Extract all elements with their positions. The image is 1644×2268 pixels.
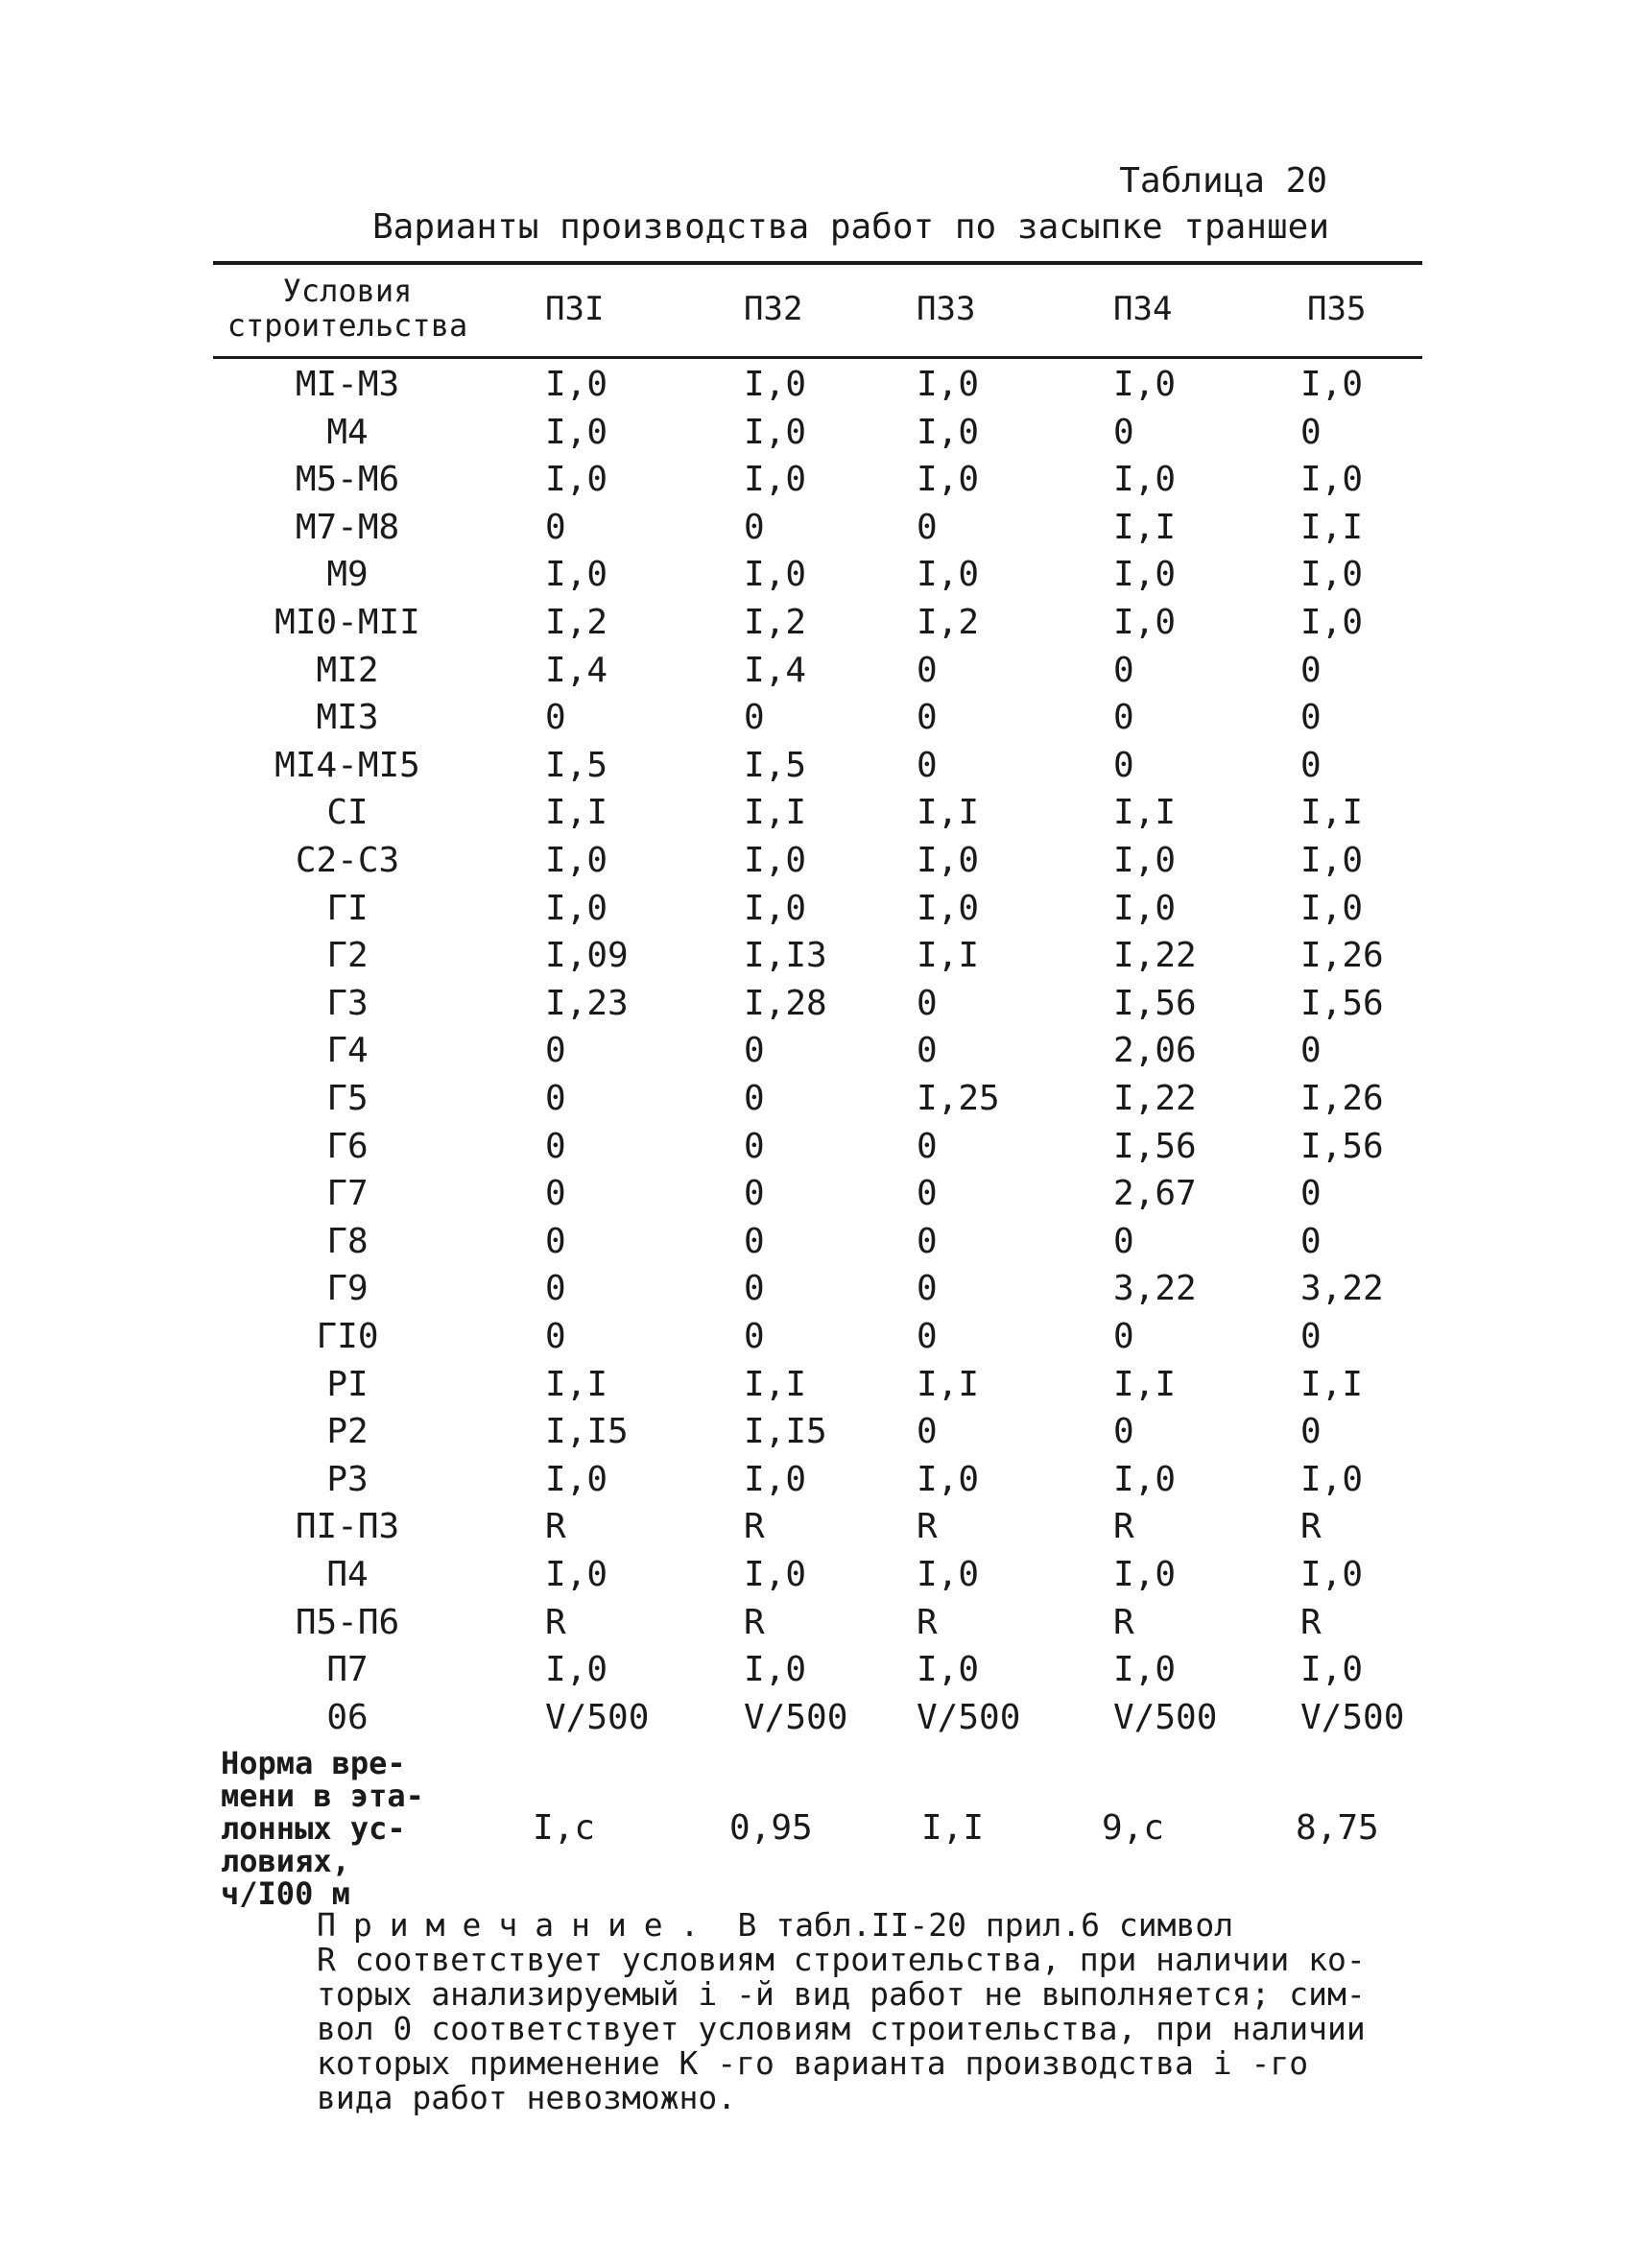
row-value: 0 — [744, 1221, 765, 1261]
row-condition: ПI-П3 — [295, 1507, 400, 1547]
row-value: I,0 — [744, 365, 807, 404]
row-value: V/500 — [1113, 1697, 1218, 1737]
row-value: 0 — [545, 1221, 566, 1261]
row-condition: 06 — [326, 1697, 369, 1737]
row-value: R — [545, 1507, 566, 1547]
row-value: I,0 — [1300, 603, 1364, 642]
row-value: I,0 — [1113, 460, 1177, 500]
note-line-6: вида работ невозможно. — [317, 2079, 737, 2116]
row-value: I,0 — [545, 412, 608, 452]
row-value: 0 — [1113, 745, 1134, 785]
row-value: R — [1113, 1507, 1134, 1547]
row-value: 0 — [545, 507, 566, 547]
note-line-text: В табл.II-20 прил.6 символ — [737, 1906, 1234, 1944]
norm-label-line: ловиях, — [221, 1843, 350, 1879]
row-value: 0 — [744, 1079, 765, 1118]
row-value: I,0 — [1113, 888, 1177, 928]
row-condition: M5-M6 — [295, 460, 400, 500]
table-row — [0, 1222, 1644, 1270]
row-value: I,25 — [917, 1079, 1000, 1118]
row-value: 0 — [917, 1031, 938, 1071]
row-value: I,0 — [917, 888, 980, 928]
row-value: I,23 — [545, 983, 629, 1023]
row-value: V/500 — [917, 1697, 1021, 1737]
row-value: I,I — [917, 936, 980, 976]
header-col-4: П34 — [1113, 290, 1173, 328]
table-row — [0, 1365, 1644, 1413]
row-condition: Г4 — [326, 1031, 369, 1071]
row-condition: MI3 — [316, 698, 379, 738]
note — [317, 1908, 1420, 2115]
row-value: 0 — [1300, 412, 1322, 452]
row-condition: П7 — [326, 1650, 369, 1690]
norm-label — [221, 1747, 461, 1910]
row-condition: MI2 — [316, 650, 379, 690]
table-row — [0, 793, 1644, 841]
table-row — [0, 1174, 1644, 1222]
row-value: 0 — [1300, 1317, 1322, 1356]
row-value: I,26 — [1300, 1079, 1384, 1118]
table-row — [0, 1079, 1644, 1127]
row-value: I,I — [917, 1364, 980, 1404]
norm-value-1: I,c — [533, 1808, 596, 1848]
row-value: I,I — [744, 1364, 807, 1404]
row-value: 0 — [917, 698, 938, 738]
row-value: I,I — [1300, 793, 1364, 833]
row-value: I,0 — [1300, 555, 1364, 595]
table-row — [0, 1507, 1644, 1555]
table-row — [0, 841, 1644, 889]
row-value: I,0 — [917, 1555, 980, 1594]
row-value: I,I — [1113, 1364, 1177, 1404]
norm-value-4: 9,c — [1102, 1808, 1165, 1848]
row-value: I,0 — [1300, 365, 1364, 404]
row-value: 0 — [1113, 698, 1134, 738]
row-value: I,0 — [744, 841, 807, 880]
row-value: I,0 — [545, 1650, 608, 1690]
row-value: I,0 — [1300, 1459, 1364, 1499]
row-value: R — [1113, 1602, 1134, 1642]
norm-label-line: ч/I00 м — [221, 1875, 350, 1912]
row-value: I,22 — [1113, 936, 1197, 976]
row-value: I,0 — [545, 365, 608, 404]
row-condition: Г9 — [326, 1269, 369, 1309]
row-value: I,I — [1113, 507, 1177, 547]
row-condition: Г8 — [326, 1221, 369, 1261]
table-row — [0, 1127, 1644, 1175]
header-rule — [213, 356, 1422, 359]
row-value: 0 — [545, 1269, 566, 1309]
row-value: I,0 — [1113, 365, 1177, 404]
row-condition: MI0-MII — [274, 603, 420, 642]
row-value: I,0 — [545, 1555, 608, 1594]
row-value: 0 — [1113, 412, 1134, 452]
row-value: I,0 — [1300, 888, 1364, 928]
row-value: 0 — [1300, 1412, 1322, 1452]
row-value: I,0 — [744, 412, 807, 452]
row-value: 0 — [744, 698, 765, 738]
row-value: 3,22 — [1113, 1269, 1197, 1309]
note-line-1 — [317, 1908, 1420, 1943]
row-value: 0 — [917, 1317, 938, 1356]
row-value: R — [1300, 1602, 1322, 1642]
row-condition: M9 — [326, 555, 369, 595]
row-value: I,26 — [1300, 936, 1384, 976]
table-title: Варианты производства работ по засыпке траншеи — [372, 207, 1329, 247]
header-col-2: П32 — [744, 290, 803, 328]
row-value: I,0 — [1113, 1459, 1177, 1499]
row-condition: П4 — [326, 1555, 369, 1594]
row-value: I,0 — [744, 1555, 807, 1594]
row-value: R — [744, 1602, 765, 1642]
row-value: 0 — [744, 507, 765, 547]
row-value: I,0 — [545, 555, 608, 595]
row-value: I,4 — [744, 650, 807, 690]
row-value: I,0 — [1113, 1555, 1177, 1594]
row-value: I,I — [545, 1364, 608, 1404]
row-value: 0 — [917, 650, 938, 690]
table-row — [0, 1555, 1644, 1603]
table-row — [0, 603, 1644, 651]
note-heading: Примечание. — [317, 1906, 717, 1944]
table-row — [0, 1031, 1644, 1079]
table-row — [0, 698, 1644, 746]
row-value: I,0 — [545, 1459, 608, 1499]
row-value: 0 — [545, 1174, 566, 1214]
row-condition: П5-П6 — [295, 1602, 400, 1642]
row-value: 0 — [1300, 1031, 1322, 1071]
row-value: I,22 — [1113, 1079, 1197, 1118]
table-row — [0, 1317, 1644, 1365]
row-value: I,0 — [1300, 1555, 1364, 1594]
row-value: 0 — [917, 745, 938, 785]
row-value: I,2 — [744, 603, 807, 642]
header-condition-line1: Условия — [282, 273, 413, 309]
row-value: 0 — [545, 698, 566, 738]
row-value: I,I5 — [744, 1412, 827, 1452]
row-value: I,56 — [1300, 1126, 1384, 1166]
row-value: 0 — [917, 1174, 938, 1214]
row-value: I,0 — [1300, 841, 1364, 880]
row-value: 0 — [744, 1174, 765, 1214]
norm-value-3: I,I — [921, 1808, 985, 1848]
row-value: 0 — [744, 1126, 765, 1166]
table-row — [0, 651, 1644, 699]
row-condition: Г7 — [326, 1174, 369, 1214]
row-value: 0 — [917, 507, 938, 547]
table-row — [0, 508, 1644, 556]
row-value: I,09 — [545, 936, 629, 976]
row-value: 2,06 — [1113, 1031, 1197, 1071]
row-value: 0 — [744, 1317, 765, 1356]
row-value: I,I — [545, 793, 608, 833]
row-condition: PI — [326, 1364, 369, 1404]
row-value: I,I — [744, 793, 807, 833]
table-row — [0, 1650, 1644, 1698]
row-value: I,I — [917, 793, 980, 833]
norm-value-5: 8,75 — [1296, 1808, 1379, 1848]
row-condition: P2 — [326, 1412, 369, 1452]
row-value: I,0 — [1300, 1650, 1364, 1690]
row-condition: Г5 — [326, 1079, 369, 1118]
row-condition: ГI0 — [316, 1317, 379, 1356]
row-value: 0 — [545, 1031, 566, 1071]
table-row — [0, 365, 1644, 413]
row-value: I,0 — [744, 555, 807, 595]
row-value: I,0 — [917, 555, 980, 595]
row-value: 0 — [917, 983, 938, 1023]
row-value: 0 — [1300, 1174, 1322, 1214]
row-value: I,0 — [1113, 603, 1177, 642]
row-value: 0 — [917, 1269, 938, 1309]
row-value: R — [744, 1507, 765, 1547]
row-value: I,0 — [545, 841, 608, 880]
row-value: I,5 — [545, 745, 608, 785]
note-line-2: R соответствует условиям строительства, при наличии ко- — [317, 1941, 1366, 1978]
table-row — [0, 1269, 1644, 1317]
table-row — [0, 984, 1644, 1032]
row-value: I,0 — [917, 1650, 980, 1690]
header-condition — [213, 274, 482, 343]
row-value: I,0 — [1113, 555, 1177, 595]
row-value: 0 — [917, 1412, 938, 1452]
row-value: 0 — [917, 1126, 938, 1166]
row-value: V/500 — [545, 1697, 650, 1737]
table-row — [0, 936, 1644, 984]
row-value: I,56 — [1113, 1126, 1197, 1166]
header-col-3: П33 — [917, 290, 976, 328]
row-condition: C2-C3 — [295, 841, 400, 880]
row-value: I,0 — [744, 1650, 807, 1690]
row-value: 0 — [1113, 1412, 1134, 1452]
row-value: 2,67 — [1113, 1174, 1197, 1214]
norm-label-line: лонных ус- — [221, 1810, 406, 1847]
row-value: I,56 — [1113, 983, 1197, 1023]
norm-label-line: мени в эта- — [221, 1778, 424, 1814]
row-value: I,0 — [917, 1459, 980, 1499]
row-value: 0 — [1113, 650, 1134, 690]
table-row — [0, 1460, 1644, 1508]
row-value: I,0 — [1300, 460, 1364, 500]
row-value: I,0 — [1113, 841, 1177, 880]
row-value: I,2 — [917, 603, 980, 642]
table-row — [0, 1412, 1644, 1460]
norm-value-2: 0,95 — [729, 1808, 813, 1848]
row-value: I,I3 — [744, 936, 827, 976]
row-value: I,0 — [545, 888, 608, 928]
row-value: R — [1300, 1507, 1322, 1547]
row-value: 0 — [917, 1221, 938, 1261]
row-value: I,0 — [744, 1459, 807, 1499]
row-value: 3,22 — [1300, 1269, 1384, 1309]
header-col-1: П3I — [545, 290, 605, 328]
norm-label-line: Норма вре- — [221, 1745, 406, 1781]
row-value: 0 — [1113, 1317, 1134, 1356]
row-value: I,0 — [917, 460, 980, 500]
row-value: I,0 — [744, 888, 807, 928]
table-number: Таблица 20 — [1119, 161, 1327, 201]
top-rule — [213, 261, 1422, 265]
table-row — [0, 1698, 1644, 1746]
note-line-5: которых применение K -го варианта производства i -го — [317, 2044, 1309, 2082]
row-condition: Г6 — [326, 1126, 369, 1166]
row-value: I,0 — [744, 460, 807, 500]
row-condition: MI-M3 — [295, 365, 400, 404]
row-value: I,0 — [917, 412, 980, 452]
table-row — [0, 746, 1644, 794]
row-value: 0 — [1300, 745, 1322, 785]
table-row — [0, 460, 1644, 508]
header-condition-line2: строительства — [226, 307, 468, 344]
note-line-4: вол 0 соответствует условиям строительства, при наличии — [317, 2010, 1366, 2047]
row-condition: ГI — [326, 888, 369, 928]
row-value: I,0 — [545, 460, 608, 500]
table-row — [0, 889, 1644, 937]
row-condition: Г3 — [326, 983, 369, 1023]
row-value: I,I5 — [545, 1412, 629, 1452]
row-condition: P3 — [326, 1459, 369, 1499]
row-value: V/500 — [744, 1697, 848, 1737]
row-value: I,2 — [545, 603, 608, 642]
row-value: R — [917, 1507, 938, 1547]
row-value: V/500 — [1300, 1697, 1405, 1737]
row-condition: MI4-MI5 — [274, 745, 420, 785]
row-value: 0 — [744, 1269, 765, 1309]
row-value: I,I — [1300, 1364, 1364, 1404]
note-line-3: торых анализируемый i -й вид работ не выполняется; сим- — [317, 1975, 1366, 2013]
table-row — [0, 413, 1644, 461]
header-col-5: П35 — [1307, 290, 1367, 328]
row-value: 0 — [1113, 1221, 1134, 1261]
row-value: I,I — [1113, 793, 1177, 833]
row-value: 0 — [545, 1079, 566, 1118]
row-value: 0 — [545, 1317, 566, 1356]
row-condition: M7-M8 — [295, 507, 400, 547]
row-value: 0 — [1300, 650, 1322, 690]
row-value: 0 — [545, 1126, 566, 1166]
row-condition: M4 — [326, 412, 369, 452]
row-value: I,I — [1300, 507, 1364, 547]
row-condition: CI — [326, 793, 369, 833]
row-value: I,5 — [744, 745, 807, 785]
row-value: 0 — [1300, 698, 1322, 738]
row-value: R — [545, 1602, 566, 1642]
row-value: 0 — [1300, 1221, 1322, 1261]
row-value: I,0 — [1113, 1650, 1177, 1690]
row-value: I,0 — [917, 365, 980, 404]
row-value: R — [917, 1602, 938, 1642]
row-value: I,4 — [545, 650, 608, 690]
row-value: I,56 — [1300, 983, 1384, 1023]
row-value: I,0 — [917, 841, 980, 880]
table-row — [0, 555, 1644, 603]
row-condition: Г2 — [326, 936, 369, 976]
table-row — [0, 1603, 1644, 1651]
row-value: I,28 — [744, 983, 827, 1023]
row-value: 0 — [744, 1031, 765, 1071]
